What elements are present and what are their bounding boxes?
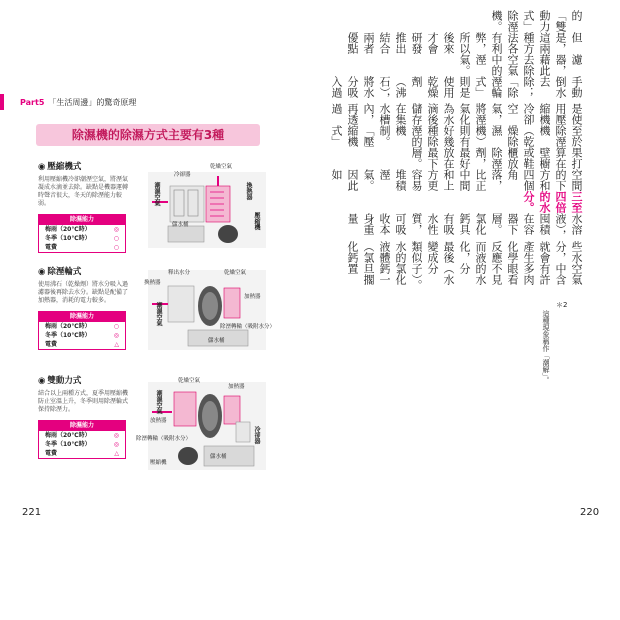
diagram-compressor (148, 164, 266, 248)
text-line: 至於除溼機（乾燥除濕機）則有好幾種除溼的機制。「壓縮機式」 (330, 125, 583, 147)
text-line: 水溶液），囤積在容器下層。氯化鈣具有吸水性質，可吸收本身重量 (346, 213, 583, 241)
section-title: 壓縮機式 (47, 162, 82, 172)
part-label: Part5 (20, 98, 45, 107)
capacity-table: 除濕能力 梅雨（20℃時） ◎ 冬季（10℃時） ◎ 電費 △ (38, 420, 126, 459)
label-cooler: 冷卻器 (174, 172, 191, 178)
label-exchanger: 換熱器 (245, 182, 252, 200)
bullet-icon: ◉ (38, 162, 46, 172)
label-humid-air: 潮濕空氣 (155, 390, 162, 414)
text-line: 手動倒水去除；「除溼輪式」則是使用乾燥劑（沸石），將水分吸入過 (330, 75, 583, 103)
label-exchanger: 換熱器 (144, 280, 161, 286)
label-wheel: 除溼轉輪（吸附水分） (220, 324, 276, 330)
box-title: 除濕機的除濕方式主要有3種 (36, 124, 260, 146)
section-title: 除溼輪式 (47, 267, 82, 277)
section-compressor (38, 160, 130, 253)
text-line: 些水分，就會產生化學反應而液化，最後變成類似水的液體（氯化鈣 (346, 240, 583, 263)
page-number-right: 220 (580, 507, 600, 518)
text-line: 是使用壓縮機冷卻空氣，將溼氣化為水滴後儲存在集水槽內，再透過 (330, 103, 583, 125)
text-line: 的「雙動力式」除溼機。 (490, 9, 583, 32)
desiccant-diagram-svg (148, 270, 266, 350)
label-cooler: 冷卻器 (253, 426, 260, 444)
label-compressor: 壓縮機 (253, 212, 260, 230)
text-line: 空氣中含有許多肉眼看不見的水分（水分子）。氯化鈣一旦擱置 (346, 262, 583, 290)
right-page-body (328, 9, 584, 290)
label-tank: 儲水桶 (208, 338, 225, 344)
section-hybrid (38, 374, 130, 459)
text-line: 但是，這兩種方法各有利弊，所以後來才會研發推出結合兩者優點 (346, 31, 583, 54)
capacity-table: 除濕能力 梅雨（20℃時） ○ 冬季（10℃時） ◎ 電費 △ (38, 311, 126, 350)
diagram-desiccant (144, 270, 276, 350)
page-number-left: 221 (22, 507, 42, 518)
chapter-title: 「生活周邊」的驚奇原理 (48, 98, 137, 107)
footnote-number: ＊2 (556, 301, 568, 309)
text-line: 空間的下方和四個角落，比正中間和上方更容易堆積溼氣。因此如 (330, 169, 583, 191)
label-heater: 加熱器 (228, 384, 245, 390)
page-header (20, 97, 136, 108)
bullet-icon: ◉ (38, 376, 46, 386)
part-marker (0, 94, 4, 110)
label-tank: 儲水桶 (210, 454, 227, 460)
diagram-hybrid (136, 378, 266, 470)
label-dry-air: 乾燥空氣 (224, 270, 247, 276)
section-desiccant (38, 265, 130, 350)
label-tank: 儲水桶 (172, 222, 189, 228)
text-line: 果打算在壁櫥或鞋櫃放除溼劑，最好放在最下層。 (410, 147, 583, 169)
label-water-out: 釋出水分 (168, 270, 191, 276)
label-heater: 加熱器 (244, 294, 261, 300)
capacity-table: 除濕能力 梅雨（20℃時） ◎ 冬季（10℃時） ○ 電費 ○ (38, 214, 126, 253)
bullet-icon: ◉ (38, 267, 46, 277)
section-desc: 使用沸石（乾燥劑）將水分吸入過濾器後再除去水分。缺點是配備了加熱器，消耗的電力較多。 (38, 281, 129, 304)
section-title: 雙動力式 (47, 376, 82, 386)
label-compressor: 壓縮機 (150, 460, 167, 466)
label-dry-air: 乾燥空氣 (178, 378, 201, 384)
section-desc: 結合以上兩種方式，夏季用壓縮機防止室溫上升，冬季則用除溼輪式保持除溼力。 (38, 390, 129, 413)
label-humid-air: 潮濕空氣 (153, 182, 160, 206)
section-desc: 利用壓縮機冷卻潮溼空氣，將溼氣凝成水滴並去除。缺點是機器運轉時聲音很大，冬天的除溼能力較弱。 (38, 176, 129, 207)
text-line-highlight: 三至四倍的水分。 (522, 191, 583, 213)
footnote-text: 這種現象稱作「潮解」。 (542, 310, 550, 384)
hybrid-diagram-svg (148, 382, 266, 470)
label-radiator: 放熱器 (150, 418, 167, 424)
text-line: 濾器，藉此去除空氣中的溼氣。 (458, 53, 583, 76)
label-wheel: 除溼轉輪（吸附水分） (136, 436, 192, 442)
label-humid-air: 潮濕空氣 (155, 302, 162, 326)
label-dry-air: 乾燥空氣 (210, 164, 233, 170)
